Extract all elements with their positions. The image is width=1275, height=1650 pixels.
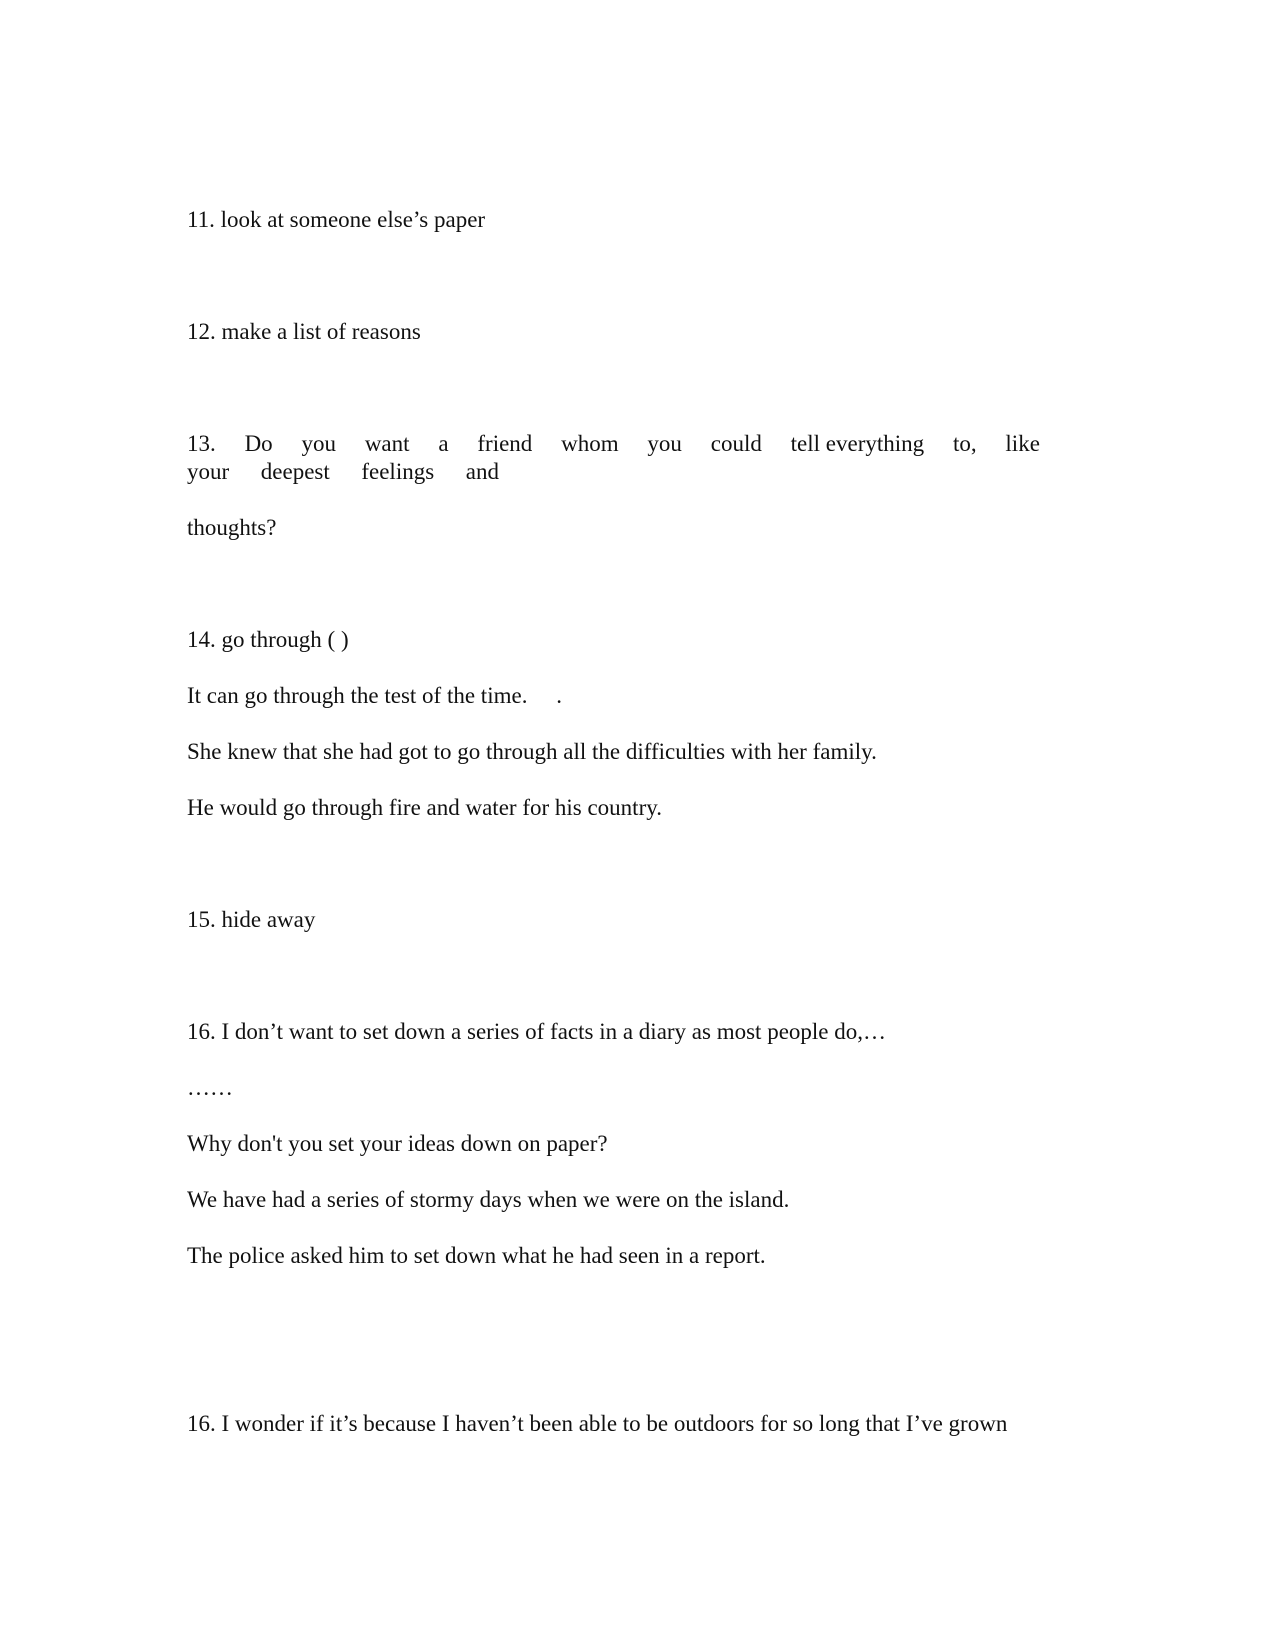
word: whom <box>561 431 619 456</box>
word: you <box>647 431 682 456</box>
word: you <box>301 431 336 456</box>
word: deepest <box>260 459 330 484</box>
word: Do <box>244 431 273 456</box>
item-16a-ellipsis: …… <box>187 1075 233 1100</box>
word: 13. <box>187 431 216 456</box>
item-13-line-3: thoughts? <box>187 515 277 540</box>
word: a <box>438 431 449 456</box>
item-13-line-2 <box>187 458 499 486</box>
word: could <box>710 431 762 456</box>
word: like <box>1005 431 1040 456</box>
item-15: 15. hide away <box>187 907 316 932</box>
item-16a-example-1: Why don't you set your ideas down on paper? <box>187 1131 608 1156</box>
word: your <box>187 459 230 484</box>
item-16a-example-2: We have had a series of stormy days when we were on the island. <box>187 1187 790 1212</box>
item-14-heading: 14. go through ( ) <box>187 627 349 652</box>
word: feelings <box>361 459 435 484</box>
item-16a-heading: 16. I don’t want to set down a series of facts in a diary as most people do,… <box>187 1019 887 1044</box>
item-16b: 16. I wonder if it’s because I haven’t been able to be outdoors for so long that I’ve grown <box>187 1411 1008 1436</box>
item-11: 11. look at someone else’s paper <box>187 207 486 232</box>
word: want <box>364 431 410 456</box>
item-13-line-1 <box>187 430 1040 458</box>
item-14-example-1: It can go through the test of the time. . <box>187 683 562 708</box>
word: to, <box>952 431 977 456</box>
word: friend <box>477 431 533 456</box>
item-16a-example-3: The police asked him to set down what he had seen in a report. <box>187 1243 766 1268</box>
item-12: 12. make a list of reasons <box>187 319 421 344</box>
word: and <box>465 459 499 484</box>
word: tell everything <box>790 431 925 456</box>
item-14-example-2: She knew that she had got to go through all the difficulties with her family. <box>187 739 877 764</box>
item-14-example-3: He would go through fire and water for his country. <box>187 795 662 820</box>
